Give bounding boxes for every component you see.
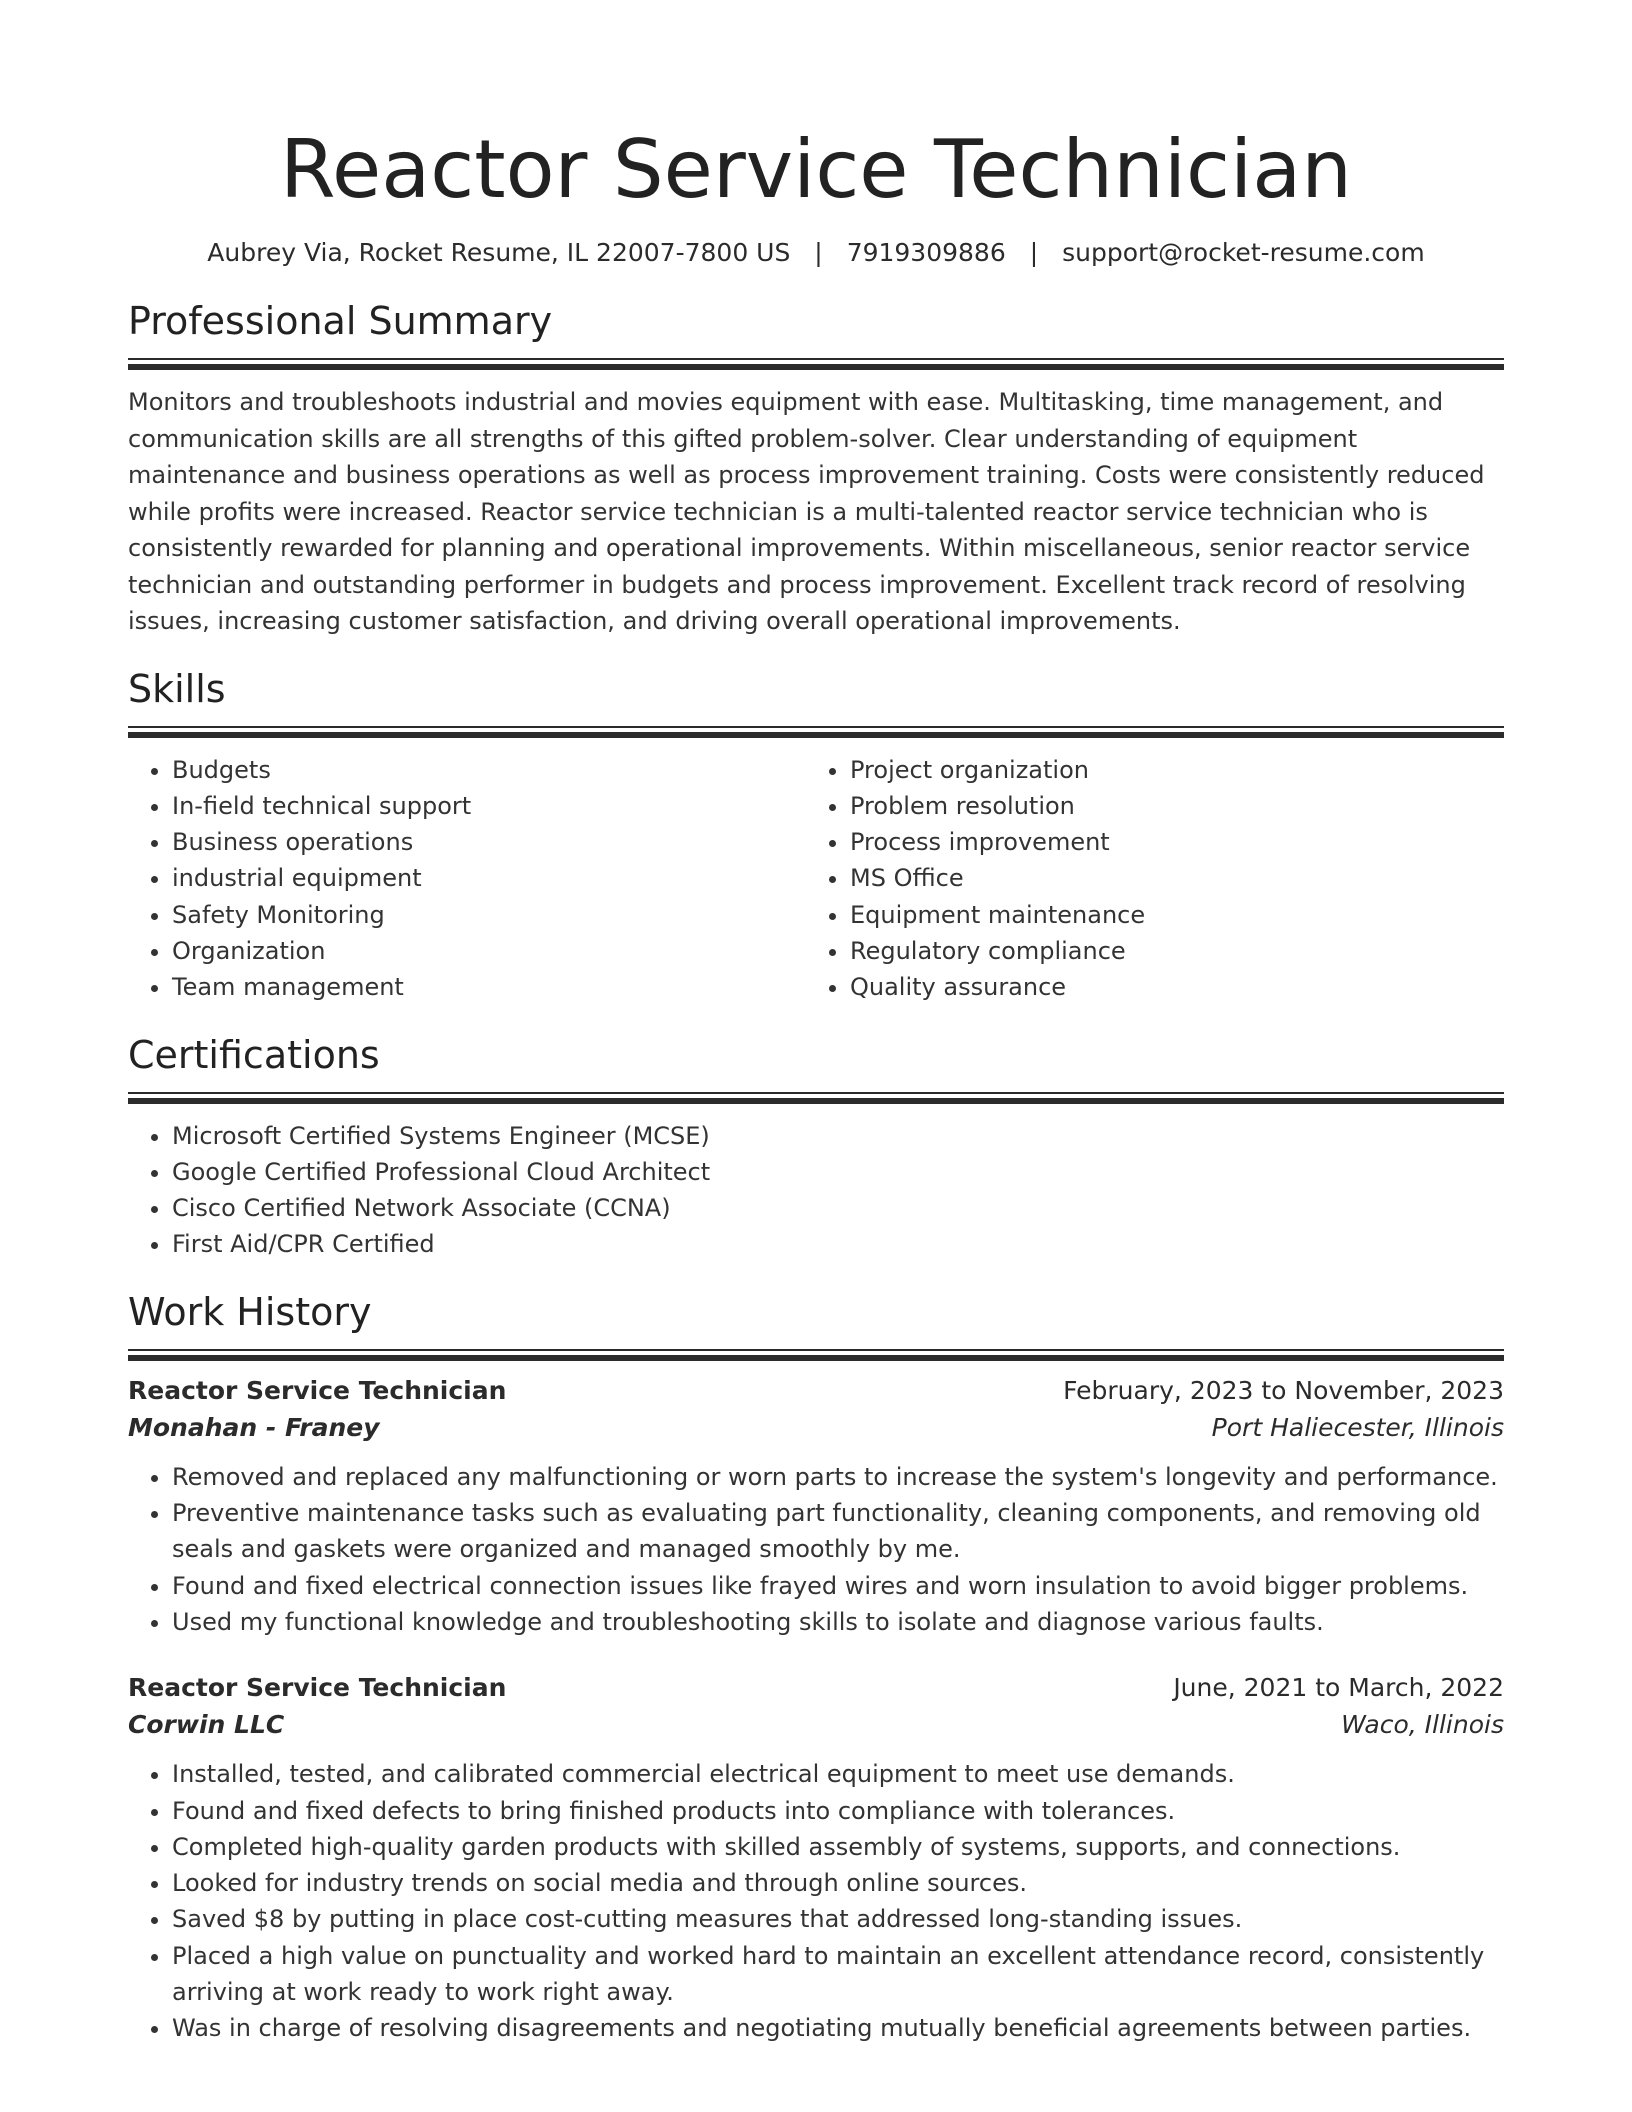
job-entry [128, 1670, 1504, 2046]
skills-section [128, 666, 1504, 1006]
certifications-section [128, 1032, 1504, 1263]
certifications-heading: Certifications [128, 1032, 380, 1077]
job-company: Corwin LLC [128, 1710, 285, 1740]
resume-name: Reactor Service Technician [280, 123, 1352, 216]
job-header [128, 1373, 1504, 1409]
skill-item: • Project organization [850, 752, 1484, 788]
skill-item: • Process improvement [850, 824, 1484, 860]
section-divider [128, 1092, 1504, 1104]
certification-item: • Microsoft Certified Systems Engineer (MCSE) [172, 1118, 1504, 1154]
certification-item: • Google Certified Professional Cloud Architect [172, 1154, 1504, 1190]
skill-item: • Regulatory compliance [850, 933, 1484, 969]
summary-heading: Professional Summary [128, 299, 553, 343]
job-bullet: • Saved $8 by putting in place cost-cutting measures that addressed long-standing issues. [172, 1901, 1504, 1937]
job-bullet: • Removed and replaced any malfunctioning or worn parts to increase the system's longevity and performance. [172, 1459, 1504, 1495]
certification-item: • Cisco Certified Network Associate (CCNA) [172, 1190, 1504, 1226]
summary-section [128, 298, 1504, 640]
job-bullet: • Completed high-quality garden products with skilled assembly of systems, supports, and connections. [172, 1829, 1504, 1865]
skill-item: • Safety Monitoring [172, 897, 806, 933]
skill-item: • Team management [172, 969, 806, 1005]
contact-phone: 7919309886 [846, 238, 1006, 267]
skill-item: • Business operations [172, 824, 806, 860]
skill-item: • Problem resolution [850, 788, 1484, 824]
resume-page [128, 0, 1504, 2047]
skill-item: • Organization [172, 933, 806, 969]
certification-item: • First Aid/CPR Certified [172, 1226, 1504, 1262]
job-bullet: • Found and fixed defects to bring finished products into compliance with tolerances. [172, 1793, 1504, 1829]
job-bullet: • Used my functional knowledge and troubleshooting skills to isolate and diagnose various faults. [172, 1604, 1504, 1640]
skills-right-column [806, 752, 1484, 1006]
contact-separator: | [814, 238, 823, 267]
skills-left-column [128, 752, 806, 1006]
certifications-list [128, 1118, 1504, 1263]
contact-address: Aubrey Via, Rocket Resume, IL 22007-7800 US [207, 238, 791, 267]
work-history-section [128, 1289, 1504, 2047]
job-dates: June, 2021 to March, 2022 [1173, 1673, 1504, 1703]
section-divider [128, 726, 1504, 738]
contact-line [128, 236, 1504, 270]
skill-item: • Quality assurance [850, 969, 1484, 1005]
job-title: Reactor Service Technician [128, 1673, 507, 1703]
skills-heading: Skills [128, 666, 226, 711]
contact-email: support@rocket-resume.com [1062, 238, 1425, 267]
skills-right-list [806, 752, 1484, 1006]
job-location: Waco, Illinois [1341, 1710, 1504, 1740]
job-dates: February, 2023 to November, 2023 [1063, 1375, 1504, 1405]
skill-item: • In-field technical support [172, 788, 806, 824]
job-bullet: • Found and fixed electrical connection issues like frayed wires and worn insulation to avoid bigger problems. [172, 1568, 1504, 1604]
job-bullet: • Installed, tested, and calibrated commercial electrical equipment to meet use demands. [172, 1756, 1504, 1792]
section-divider [128, 358, 1504, 370]
skills-columns [128, 752, 1504, 1006]
job-company: Monahan - Franey [128, 1412, 380, 1442]
job-bullet: • Preventive maintenance tasks such as evaluating part functionality, cleaning components, and removing old seals and gaskets were organized and managed smoothly by me. [172, 1495, 1504, 1568]
job-bullet: • Was in charge of resolving disagreements and negotiating mutually beneficial agreements between parties. [172, 2010, 1504, 2046]
skill-item: • Budgets [172, 752, 806, 788]
skill-item: • Equipment maintenance [850, 897, 1484, 933]
work-history-heading: Work History [128, 1289, 372, 1334]
job-bullet: • Looked for industry trends on social media and through online sources. [172, 1865, 1504, 1901]
contact-separator: | [1029, 238, 1039, 267]
skill-item: • MS Office [850, 860, 1484, 896]
job-header [128, 1670, 1504, 1706]
section-divider [128, 1349, 1504, 1361]
summary-text: Monitors and troubleshoots industrial and movies equipment with ease. Multitasking, time management, and communication skills are all strengths of this gifted problem-solver. Clear understanding of equipment maintenance and business operations as well as process improvement training. Costs were consistently reduced while profits were increased. Reactor service technician is a multi-talented reactor service technician who is consistently rewarded for planning and operational improvements. Within miscellaneous, senior reactor service technician and outstanding performer in budgets and process improvement. Excellent track record of resolving issues, increasing customer satisfaction, and driving overall operational improvements. [128, 388, 1485, 635]
skill-item: • industrial equipment [172, 860, 806, 896]
job-subheader [128, 1706, 1504, 1744]
job-bullet: • Placed a high value on punctuality and worked hard to maintain an excellent attendance record, consistently arriving at work ready to work right away. [172, 1938, 1504, 2011]
job-entry [128, 1373, 1504, 1640]
job-location: Port Haliecester, Illinois [1211, 1412, 1504, 1442]
job-bullets [128, 1459, 1504, 1640]
job-subheader [128, 1409, 1504, 1447]
job-title: Reactor Service Technician [128, 1375, 507, 1405]
job-bullets [128, 1756, 1504, 2046]
skills-left-list [128, 752, 806, 1006]
